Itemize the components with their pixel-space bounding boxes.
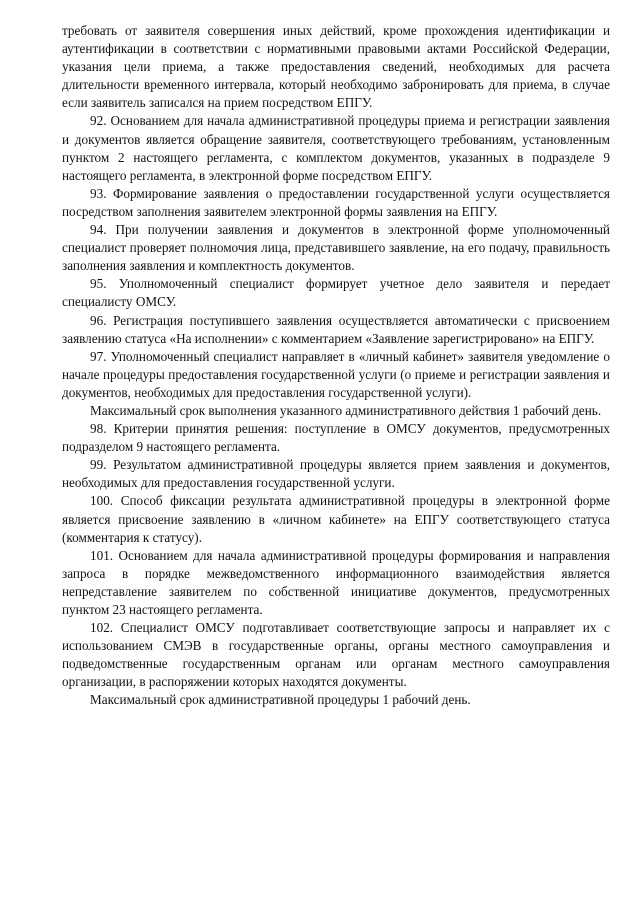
paragraph-max-term-102: Максимальный срок административной процедуры 1 рабочий день.: [90, 692, 471, 708]
paragraph-92: 92. Основанием для начала административной процедуры приема и регистрации заявления и документов является обращение заявителя, соответствующего требованиям, установленным пунктом 2 настоящего регламента, с комплектом документов, указанных в подразделе 9 настоящего регламента, в электронной форме посредством ЕПГУ.: [62, 113, 610, 183]
paragraph-101: 101. Основанием для начала административной процедуры формирования и направления запроса в порядке межведомственного информационного взаимодействия является непредставление заявителем по собственной инициативе документов, предусмотренных пунктом 23 настоящего регламента.: [62, 547, 610, 617]
paragraph-93: 93. Формирование заявления о предоставлении государственной услуги осуществляется посредством заполнения заявителем электронной формы заявления на ЕПГУ.: [62, 185, 610, 219]
paragraph-96: 96. Регистрация поступившего заявления осуществляется автоматически с присвоением заявлению статуса «На исполнении» с комментарием «Заявление зарегистрировано» на ЕПГУ.: [62, 312, 610, 346]
paragraph-97: 97. Уполномоченный специалист направляет в «личный кабинет» заявителя уведомление о начале процедуры предоставления государственной услуги (о приеме и регистрации заявления и документов, необходимых для предоставления государственной услуги).: [62, 348, 610, 400]
paragraph-max-term-97: Максимальный срок выполнения указанного административного действия 1 рабочий день.: [90, 402, 602, 418]
paragraph-95: 95. Уполномоченный специалист формирует учетное дело заявителя и передает специалисту ОМСУ.: [62, 276, 610, 310]
paragraph-102: 102. Специалист ОМСУ подготавливает соответствующие запросы и направляет их с использованием СМЭВ в государственные органы, органы местного самоуправления и подведомственные государственным органам или органам местного самоуправления организации, в распоряжении которых находятся документы.: [62, 620, 610, 690]
paragraph-continuation: требовать от заявителя совершения иных действий, кроме прохождения идентификации и аутентификации в соответствии с нормативными правовыми актами Российской Федерации, указания цели приема, а также предоставления сведений, необходимых для расчета длительности временного интервала, который необходимо забронировать для приема, в случае если заявитель записался на прием посредством ЕПГУ.: [62, 23, 610, 111]
paragraph-98: 98. Критерии принятия решения: поступление в ОМСУ документов, предусмотренных подразделом 9 настоящего регламента.: [62, 421, 610, 455]
paragraph-100: 100. Способ фиксации результата административной процедуры в электронной форме является присвоение заявлению в «личном кабинете» на ЕПГУ соответствующего статуса (комментария к статусу).: [62, 493, 610, 545]
paragraph-94: 94. При получении заявления и документов в электронной форме уполномоченный специалист проверяет полномочия лица, представившего заявление, на его подачу, правильность заполнения заявления и комплектность документов.: [62, 222, 610, 274]
paragraph-99: 99. Результатом административной процедуры является прием заявления и документов, необходимых для предоставления государственной услуги.: [62, 457, 610, 491]
